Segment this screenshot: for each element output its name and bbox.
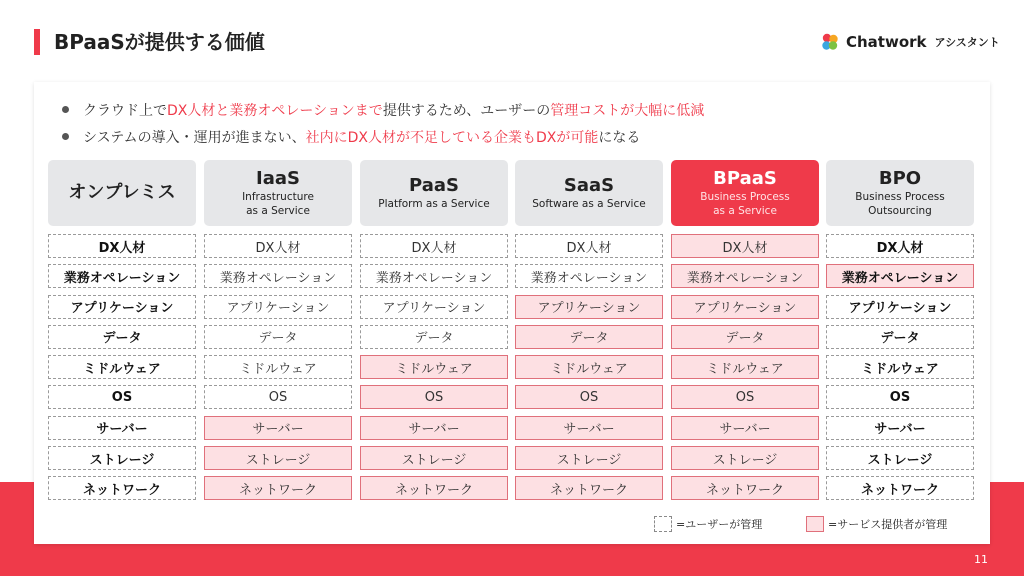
bullet-dot-icon: [62, 133, 69, 140]
layer-cell: ネットワーク: [826, 476, 974, 500]
layer-cell: アプリケーション: [826, 295, 974, 319]
bullet-highlight-text: 社内にDX人材が不足している企業もDXが可能: [305, 129, 599, 146]
bullet-text: システムの導入・運用が進まない、: [83, 129, 306, 146]
layer-cell: データ: [671, 325, 819, 349]
layer-cell: アプリケーション: [360, 295, 508, 319]
layer-cell: サーバー: [671, 416, 819, 440]
title-accent-bar: [34, 29, 40, 55]
layer-cell: DX人材: [360, 234, 508, 258]
model-description: Outsourcing: [868, 205, 932, 217]
layer-cell: 業務オペレーション: [826, 264, 974, 288]
bullet-text: になる: [598, 129, 641, 146]
bullet-text: クラウド上で: [83, 102, 167, 119]
page-number: 11: [974, 553, 988, 566]
bullet-highlight-text: DX人材と業務オペレーションまで: [167, 102, 383, 119]
layer-cell: ネットワーク: [360, 476, 508, 500]
layer-cell: 業務オペレーション: [204, 264, 352, 288]
layer-cell: ミドルウェア: [48, 355, 196, 379]
layer-cell: DX人材: [826, 234, 974, 258]
page-title: BPaaSが提供する価値: [54, 30, 265, 54]
legend-user: [654, 516, 762, 532]
column-paas: [360, 160, 508, 507]
layer-cell: ミドルウェア: [671, 355, 819, 379]
chatwork-flower-icon: [820, 32, 840, 52]
column-bpaas: [671, 160, 819, 507]
model-description: Infrastructure: [242, 191, 314, 203]
layer-cell: 業務オペレーション: [360, 264, 508, 288]
column-bpo: [826, 160, 974, 507]
legend-provider-label: =サービス提供者が管理: [828, 518, 948, 531]
layer-cell: DX人材: [48, 234, 196, 258]
layer-cell: サーバー: [826, 416, 974, 440]
layer-cell: OS: [360, 385, 508, 409]
bullet-list: [62, 96, 704, 150]
layer-cell: ストレージ: [826, 446, 974, 470]
layer-cell: ネットワーク: [515, 476, 663, 500]
bullet-highlight-text: 管理コストが大幅に低減: [550, 102, 705, 119]
column-オンプレミス: [48, 160, 196, 507]
layer-cell: サーバー: [515, 416, 663, 440]
layer-cell: データ: [515, 325, 663, 349]
layer-cell: ストレージ: [48, 446, 196, 470]
layer-cell: OS: [204, 385, 352, 409]
model-name: BPaaS: [713, 168, 777, 189]
layer-cell: OS: [48, 385, 196, 409]
layer-cell: ミドルウェア: [826, 355, 974, 379]
model-description: Business Process: [855, 191, 945, 203]
bullet-item: [62, 96, 704, 123]
layer-cell: ネットワーク: [204, 476, 352, 500]
layer-cell: DX人材: [515, 234, 663, 258]
layer-cell: サーバー: [48, 416, 196, 440]
column-saas: [515, 160, 663, 507]
legend-user-swatch: [654, 516, 672, 532]
layer-cell: アプリケーション: [48, 295, 196, 319]
legend-provider: [806, 516, 947, 532]
bullet-dot-icon: [62, 106, 69, 113]
brand-logo: [820, 32, 1000, 52]
model-name: IaaS: [256, 168, 300, 189]
legend-provider-swatch: [806, 516, 824, 532]
layer-cell: ミドルウェア: [204, 355, 352, 379]
layer-cell: アプリケーション: [671, 295, 819, 319]
layer-cell: サーバー: [204, 416, 352, 440]
layer-cell: OS: [515, 385, 663, 409]
layer-cell: ストレージ: [360, 446, 508, 470]
column-header: [360, 160, 508, 226]
layer-cell: データ: [826, 325, 974, 349]
bullet-text: 提供するため、ユーザーの: [382, 102, 551, 119]
model-description: Software as a Service: [532, 198, 646, 210]
layer-cell: データ: [204, 325, 352, 349]
layer-cell: ネットワーク: [671, 476, 819, 500]
layer-cell: DX人材: [204, 234, 352, 258]
model-description: as a Service: [713, 205, 777, 217]
layer-cell: ストレージ: [515, 446, 663, 470]
layer-cell: 業務オペレーション: [515, 264, 663, 288]
layer-cell: ストレージ: [671, 446, 819, 470]
layer-cell: アプリケーション: [204, 295, 352, 319]
layer-cell: DX人材: [671, 234, 819, 258]
column-iaas: [204, 160, 352, 507]
brand-suffix: アシスタント: [934, 36, 1000, 49]
column-header: [48, 160, 196, 226]
column-header: [671, 160, 819, 226]
layer-cell: アプリケーション: [515, 295, 663, 319]
layer-cell: サーバー: [360, 416, 508, 440]
model-name: オンプレミス: [68, 182, 176, 203]
layer-cell: 業務オペレーション: [48, 264, 196, 288]
column-header: [826, 160, 974, 226]
layer-cell: 業務オペレーション: [671, 264, 819, 288]
model-description: as a Service: [246, 205, 310, 217]
model-description: Platform as a Service: [378, 198, 490, 210]
model-name: SaaS: [563, 175, 615, 196]
layer-cell: データ: [48, 325, 196, 349]
layer-cell: OS: [671, 385, 819, 409]
brand-name: Chatwork: [846, 33, 927, 51]
layer-cell: OS: [826, 385, 974, 409]
layer-cell: ネットワーク: [48, 476, 196, 500]
layer-cell: ミドルウェア: [515, 355, 663, 379]
legend-user-label: =ユーザーが管理: [676, 518, 763, 531]
layer-cell: ストレージ: [204, 446, 352, 470]
column-header: [204, 160, 352, 226]
model-name: BPO: [878, 168, 922, 189]
bullet-item: [62, 123, 704, 150]
column-header: [515, 160, 663, 226]
model-description: Business Process: [700, 191, 790, 203]
layer-cell: データ: [360, 325, 508, 349]
model-name: PaaS: [409, 175, 459, 196]
layer-cell: ミドルウェア: [360, 355, 508, 379]
